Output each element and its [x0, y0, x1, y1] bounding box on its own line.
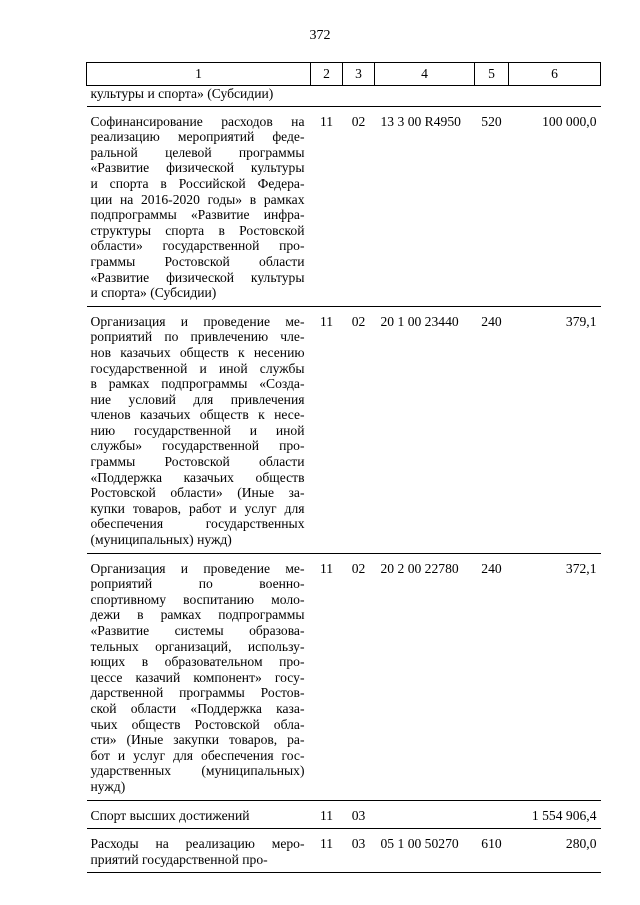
description-line: Ростовской области» (Иные за-	[90, 485, 305, 501]
description-line: «Развитие физической культуры	[90, 160, 305, 176]
description-line: области» государственной про-	[90, 238, 305, 254]
description-line: Расходы на реализацию меро-	[90, 836, 305, 852]
cell-expense-type: 240	[475, 553, 509, 800]
description-line: сти» (Иные закупки товаров, ра-	[90, 732, 305, 748]
cell-amount: 280,0	[509, 829, 601, 873]
description-line: приятий государственной про-	[90, 851, 268, 867]
description-line: чьих обществ Ростовской обла-	[90, 716, 305, 732]
description-line: ской области «Поддержка каза-	[90, 700, 305, 716]
cell-section: 11	[311, 106, 343, 306]
table-row	[87, 553, 601, 800]
description-line: и спорта» (Субсидии)	[90, 285, 217, 301]
description-line: бот и услуг для обеспечения гос-	[90, 747, 305, 763]
description-line: ударственных (муниципальных)	[90, 763, 305, 779]
description-line: граммы Ростовской области	[90, 253, 305, 269]
cell-target-code: 05 1 00 50270	[375, 829, 475, 873]
description-line: службы» государственной про-	[90, 438, 305, 454]
description-line: «Развитие системы образова-	[90, 623, 305, 638]
table-row	[87, 306, 601, 553]
cell-section	[311, 86, 343, 107]
description-line: структуры спорта в Ростовской	[90, 222, 305, 238]
description-line: Организация и проведение ме-	[90, 313, 305, 329]
description-line: Софинансирование расходов на	[90, 113, 305, 129]
table-body	[87, 86, 601, 873]
cell-target-code	[375, 800, 475, 829]
cell-expense-type	[475, 86, 509, 107]
description-line: дежи в рамках подпрограммы	[90, 607, 305, 623]
description-line: обеспечения государственных	[90, 516, 305, 532]
description-line: купки товаров, работ и услуг для	[90, 500, 305, 516]
description-line: государственной и иной службы	[90, 360, 305, 376]
description-line: Спорт высших достижений	[90, 807, 250, 823]
cell-amount: 379,1	[509, 306, 601, 553]
cell-description	[87, 553, 311, 800]
cell-section: 11	[311, 553, 343, 800]
description-line: нужд)	[90, 778, 126, 794]
description-line: нов казачьих обществ к несению	[90, 344, 305, 360]
cell-target-code: 20 1 00 23440	[375, 306, 475, 553]
cell-subsection: 02	[343, 306, 375, 553]
description-line: роприятий по привлечению чле-	[90, 329, 305, 345]
table-row	[87, 800, 601, 829]
cell-subsection	[343, 86, 375, 107]
description-line: нию государственной и иной	[90, 422, 305, 438]
cell-section: 11	[311, 800, 343, 829]
description-line: членов казачьих обществ к несе-	[90, 407, 305, 423]
description-line: ющих в образовательном про-	[90, 654, 305, 670]
description-line: дарственной программы Ростов-	[90, 685, 305, 701]
cell-amount: 1 554 906,4	[509, 800, 601, 829]
cell-description	[87, 800, 311, 829]
cell-amount	[509, 86, 601, 107]
cell-target-code	[375, 86, 475, 107]
cell-target-code: 20 2 00 22780	[375, 553, 475, 800]
description-line: (муниципальных) нужд)	[90, 532, 232, 548]
description-line: культуры и спорта» (Субсидии)	[90, 86, 274, 101]
cell-expense-type	[475, 800, 509, 829]
cell-description	[87, 86, 311, 107]
description-line: «Поддержка казачьих обществ	[90, 469, 305, 485]
description-line: реализацию мероприятий феде-	[90, 129, 305, 145]
description-line: ции на 2016-2020 годы» в рамках	[90, 191, 305, 207]
description-line: тельных организаций, использу-	[90, 638, 305, 654]
cell-section: 11	[311, 829, 343, 873]
cell-section: 11	[311, 306, 343, 553]
description-line: спортивному воспитанию моло-	[90, 591, 305, 607]
cell-expense-type: 240	[475, 306, 509, 553]
description-line: роприятий по военно-	[90, 576, 305, 592]
description-line: граммы Ростовской области	[90, 454, 305, 470]
description-line: подпрограммы «Развитие инфра-	[90, 207, 305, 223]
header-col-4: 4	[375, 63, 475, 86]
budget-table	[86, 62, 601, 873]
cell-description	[87, 306, 311, 553]
description-line: цессе казачий компонент» госу-	[90, 669, 305, 685]
header-col-6: 6	[509, 63, 601, 86]
table-row	[87, 106, 601, 306]
cell-amount: 100 000,0	[509, 106, 601, 306]
header-col-5: 5	[475, 63, 509, 86]
description-line: «Развитие физической культуры	[90, 269, 305, 285]
cell-subsection: 03	[343, 800, 375, 829]
cell-description	[87, 829, 311, 873]
cell-expense-type: 520	[475, 106, 509, 306]
cell-subsection: 02	[343, 106, 375, 306]
description-line: Организация и проведение ме-	[90, 560, 305, 576]
table-row	[87, 829, 601, 873]
cell-amount: 372,1	[509, 553, 601, 800]
cell-description	[87, 106, 311, 306]
table-header	[87, 63, 601, 86]
description-line: ние условий для привлечения	[90, 391, 305, 407]
page-number: 372	[309, 28, 331, 43]
description-line: и спорта в Российской Федера-	[90, 175, 305, 191]
cell-subsection: 03	[343, 829, 375, 873]
table-row	[87, 86, 601, 107]
description-line: ральной целевой программы	[90, 144, 305, 160]
header-col-1: 1	[87, 63, 311, 86]
cell-subsection: 02	[343, 553, 375, 800]
cell-expense-type: 610	[475, 829, 509, 873]
description-line: в рамках подпрограммы «Созда-	[90, 376, 305, 392]
cell-target-code: 13 3 00 R4950	[375, 106, 475, 306]
header-col-3: 3	[343, 63, 375, 86]
header-col-2: 2	[311, 63, 343, 86]
